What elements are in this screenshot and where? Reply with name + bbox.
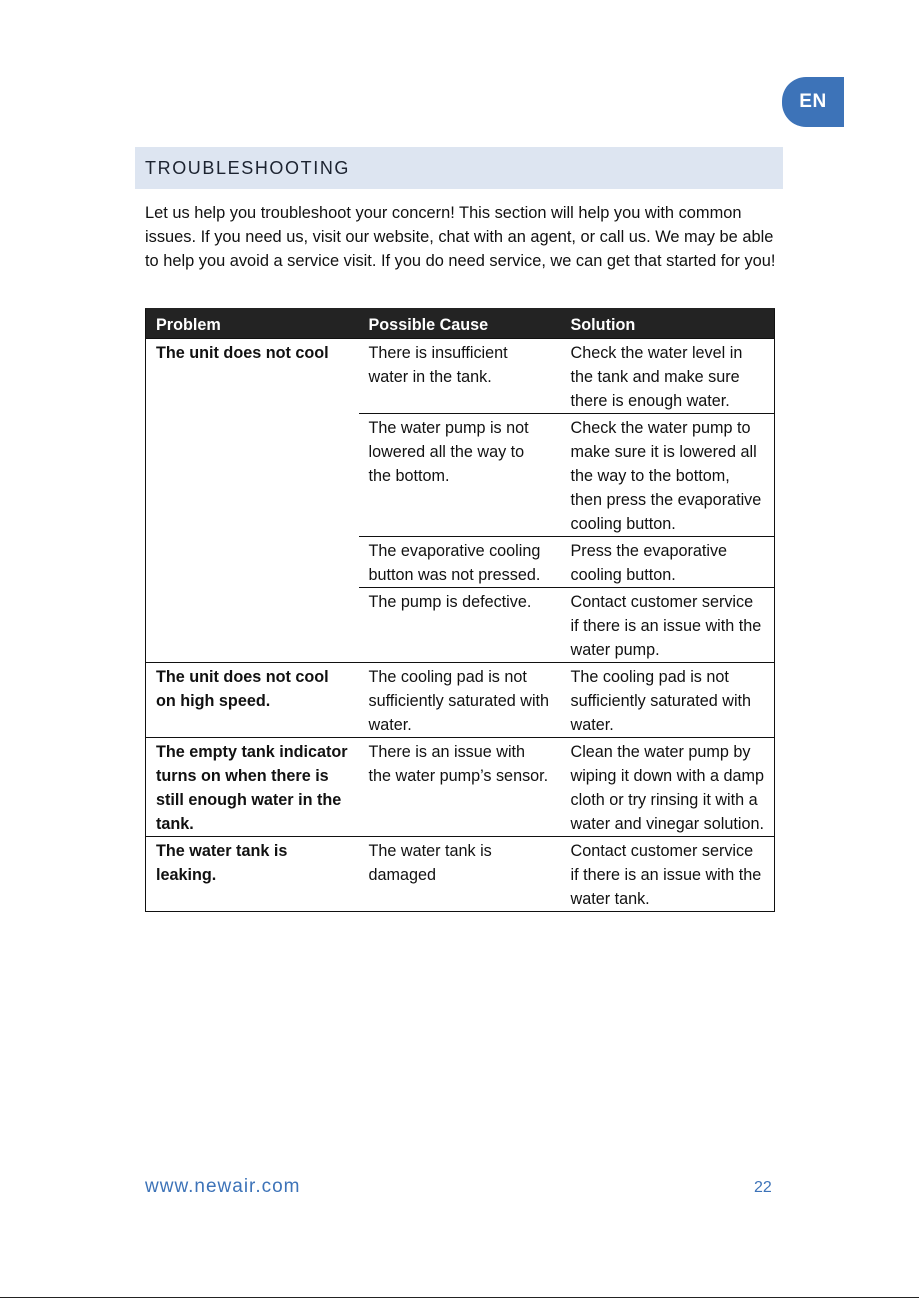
table-row [146, 663, 775, 738]
solution-cell: Press the evaporative cooling button. [561, 537, 775, 588]
page-number: 22 [754, 1179, 772, 1196]
troubleshooting-table [145, 308, 775, 912]
cause-cell: The water tank is damaged [359, 837, 561, 912]
cause-cell: There is an issue with the water pump’s sensor. [359, 738, 561, 837]
problem-cell: The water tank is leaking. [146, 837, 359, 912]
cause-cell: There is insufficient water in the tank. [359, 339, 561, 414]
intro-paragraph: Let us help you troubleshoot your concern! This section will help you with common issues. If you need us, visit our website, chat with an agent, or call us. We may be able to help you avoid a service visit. If you do need service, we can get that started for you! [145, 204, 776, 270]
solution-cell: Contact customer service if there is an issue with the water pump. [561, 588, 775, 663]
cause-cell: The pump is defective. [359, 588, 561, 663]
cause-cell: The water pump is not lowered all the way to the bottom. [359, 414, 561, 537]
solution-cell: Check the water pump to make sure it is lowered all the way to the bottom, then press the evaporative cooling button. [561, 414, 775, 537]
solution-cell: Contact customer service if there is an issue with the water tank. [561, 837, 775, 912]
cause-cell: The cooling pad is not sufficiently saturated with water. [359, 663, 561, 738]
section-title: TROUBLESHOOTING [135, 147, 783, 189]
solution-cell: Clean the water pump by wiping it down with a damp cloth or try rinsing it with a water and vinegar solution. [561, 738, 775, 837]
bottom-rule [0, 1297, 919, 1298]
solution-cell: The cooling pad is not sufficiently saturated with water. [561, 663, 775, 738]
footer-website-url: www.newair.com [145, 1176, 301, 1197]
header-solution: Solution [561, 309, 775, 339]
table-row [146, 738, 775, 837]
table-row [146, 339, 775, 414]
problem-cell: The empty tank indicator turns on when there is still enough water in the tank. [146, 738, 359, 837]
solution-cell: Check the water level in the tank and make sure there is enough water. [561, 339, 775, 414]
language-tab: EN [782, 77, 844, 127]
header-possible-cause: Possible Cause [359, 309, 561, 339]
header-problem: Problem [146, 309, 359, 339]
table-header-row [146, 309, 775, 339]
problem-cell: The unit does not cool [146, 339, 359, 663]
table-row [146, 837, 775, 912]
problem-cell: The unit does not cool on high speed. [146, 663, 359, 738]
cause-cell: The evaporative cooling button was not pressed. [359, 537, 561, 588]
